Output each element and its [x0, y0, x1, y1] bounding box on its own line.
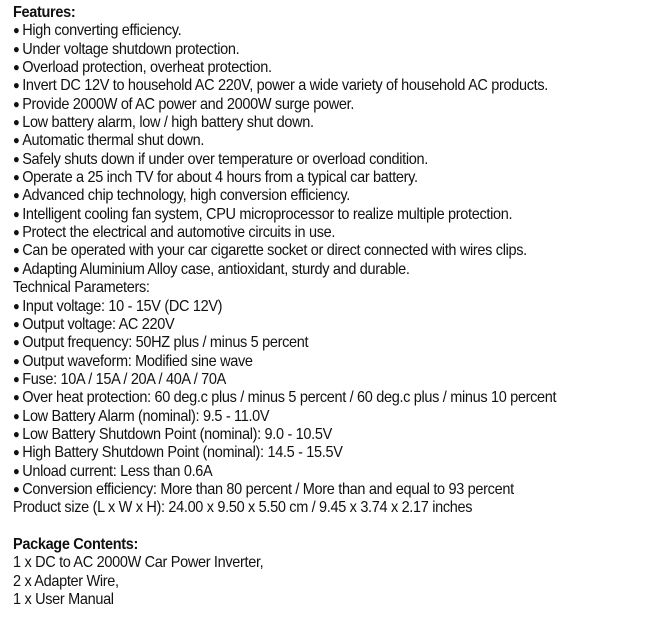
technical-item: ● Low Battery Shutdown Point (nominal): 9.0 - 10.5V [13, 426, 656, 444]
feature-item: ● High converting efficiency. [13, 22, 656, 40]
package-list [13, 554, 656, 609]
feature-item: ● Overload protection, overheat protection. [13, 59, 656, 77]
technical-heading: Technical Parameters: [13, 279, 150, 297]
feature-item: ● Safely shuts down if under over temperature or overload condition. [13, 151, 656, 169]
technical-item: ● Fuse: 10A / 15A / 20A / 40A / 70A [13, 371, 656, 389]
product-size: Product size (L x W x H): 24.00 x 9.50 x 5.50 cm / 9.45 x 3.74 x 2.17 inches [13, 499, 473, 517]
technical-item: ● Conversion efficiency: More than 80 percent / More than and equal to 93 percent [13, 481, 656, 499]
spacer [13, 518, 656, 536]
technical-item: ● High Battery Shutdown Point (nominal): 14.5 - 15.5V [13, 444, 656, 462]
feature-item: ● Operate a 25 inch TV for about 4 hours from a typical car battery. [13, 169, 656, 187]
technical-item: ● Over heat protection: 60 deg.c plus / minus 5 percent / 60 deg.c plus / minus 10 percent [13, 389, 656, 407]
feature-item: ● Invert DC 12V to household AC 220V, power a wide variety of household AC products. [13, 77, 656, 95]
feature-item: ● Adapting Aluminium Alloy case, antioxidant, sturdy and durable. [13, 261, 656, 279]
package-heading: Package Contents: [13, 535, 139, 553]
technical-item: ● Low Battery Alarm (nominal): 9.5 - 11.0V [13, 408, 656, 426]
feature-item: ● Provide 2000W of AC power and 2000W surge power. [13, 96, 656, 114]
package-item: 2 x Adapter Wire, [13, 572, 119, 590]
technical-list [13, 298, 656, 500]
technical-item: ● Output voltage: AC 220V [13, 316, 656, 334]
technical-item: ● Output frequency: 50HZ plus / minus 5 percent [13, 334, 656, 352]
feature-item: ● Can be operated with your car cigarette socket or direct connected with wires clips. [13, 242, 656, 260]
feature-item: ● Under voltage shutdown protection. [13, 41, 656, 59]
feature-item: ● Automatic thermal shut down. [13, 132, 656, 150]
feature-item: ● Intelligent cooling fan system, CPU microprocessor to realize multiple protection. [13, 206, 656, 224]
feature-item: ● Protect the electrical and automotive circuits in use. [13, 224, 656, 242]
features-heading: Features: [13, 4, 76, 21]
features-list [13, 22, 656, 279]
technical-item: ● Input voltage: 10 - 15V (DC 12V) [13, 298, 656, 316]
package-item: 1 x User Manual [13, 591, 114, 608]
technical-item: ● Output waveform: Modified sine wave [13, 353, 656, 371]
package-item: 1 x DC to AC 2000W Car Power Inverter, [13, 554, 264, 572]
product-description [13, 4, 656, 609]
technical-item: ● Unload current: Less than 0.6A [13, 463, 656, 481]
feature-item: ● Advanced chip technology, high conversion efficiency. [13, 187, 656, 205]
feature-item: ● Low battery alarm, low / high battery shut down. [13, 114, 656, 132]
